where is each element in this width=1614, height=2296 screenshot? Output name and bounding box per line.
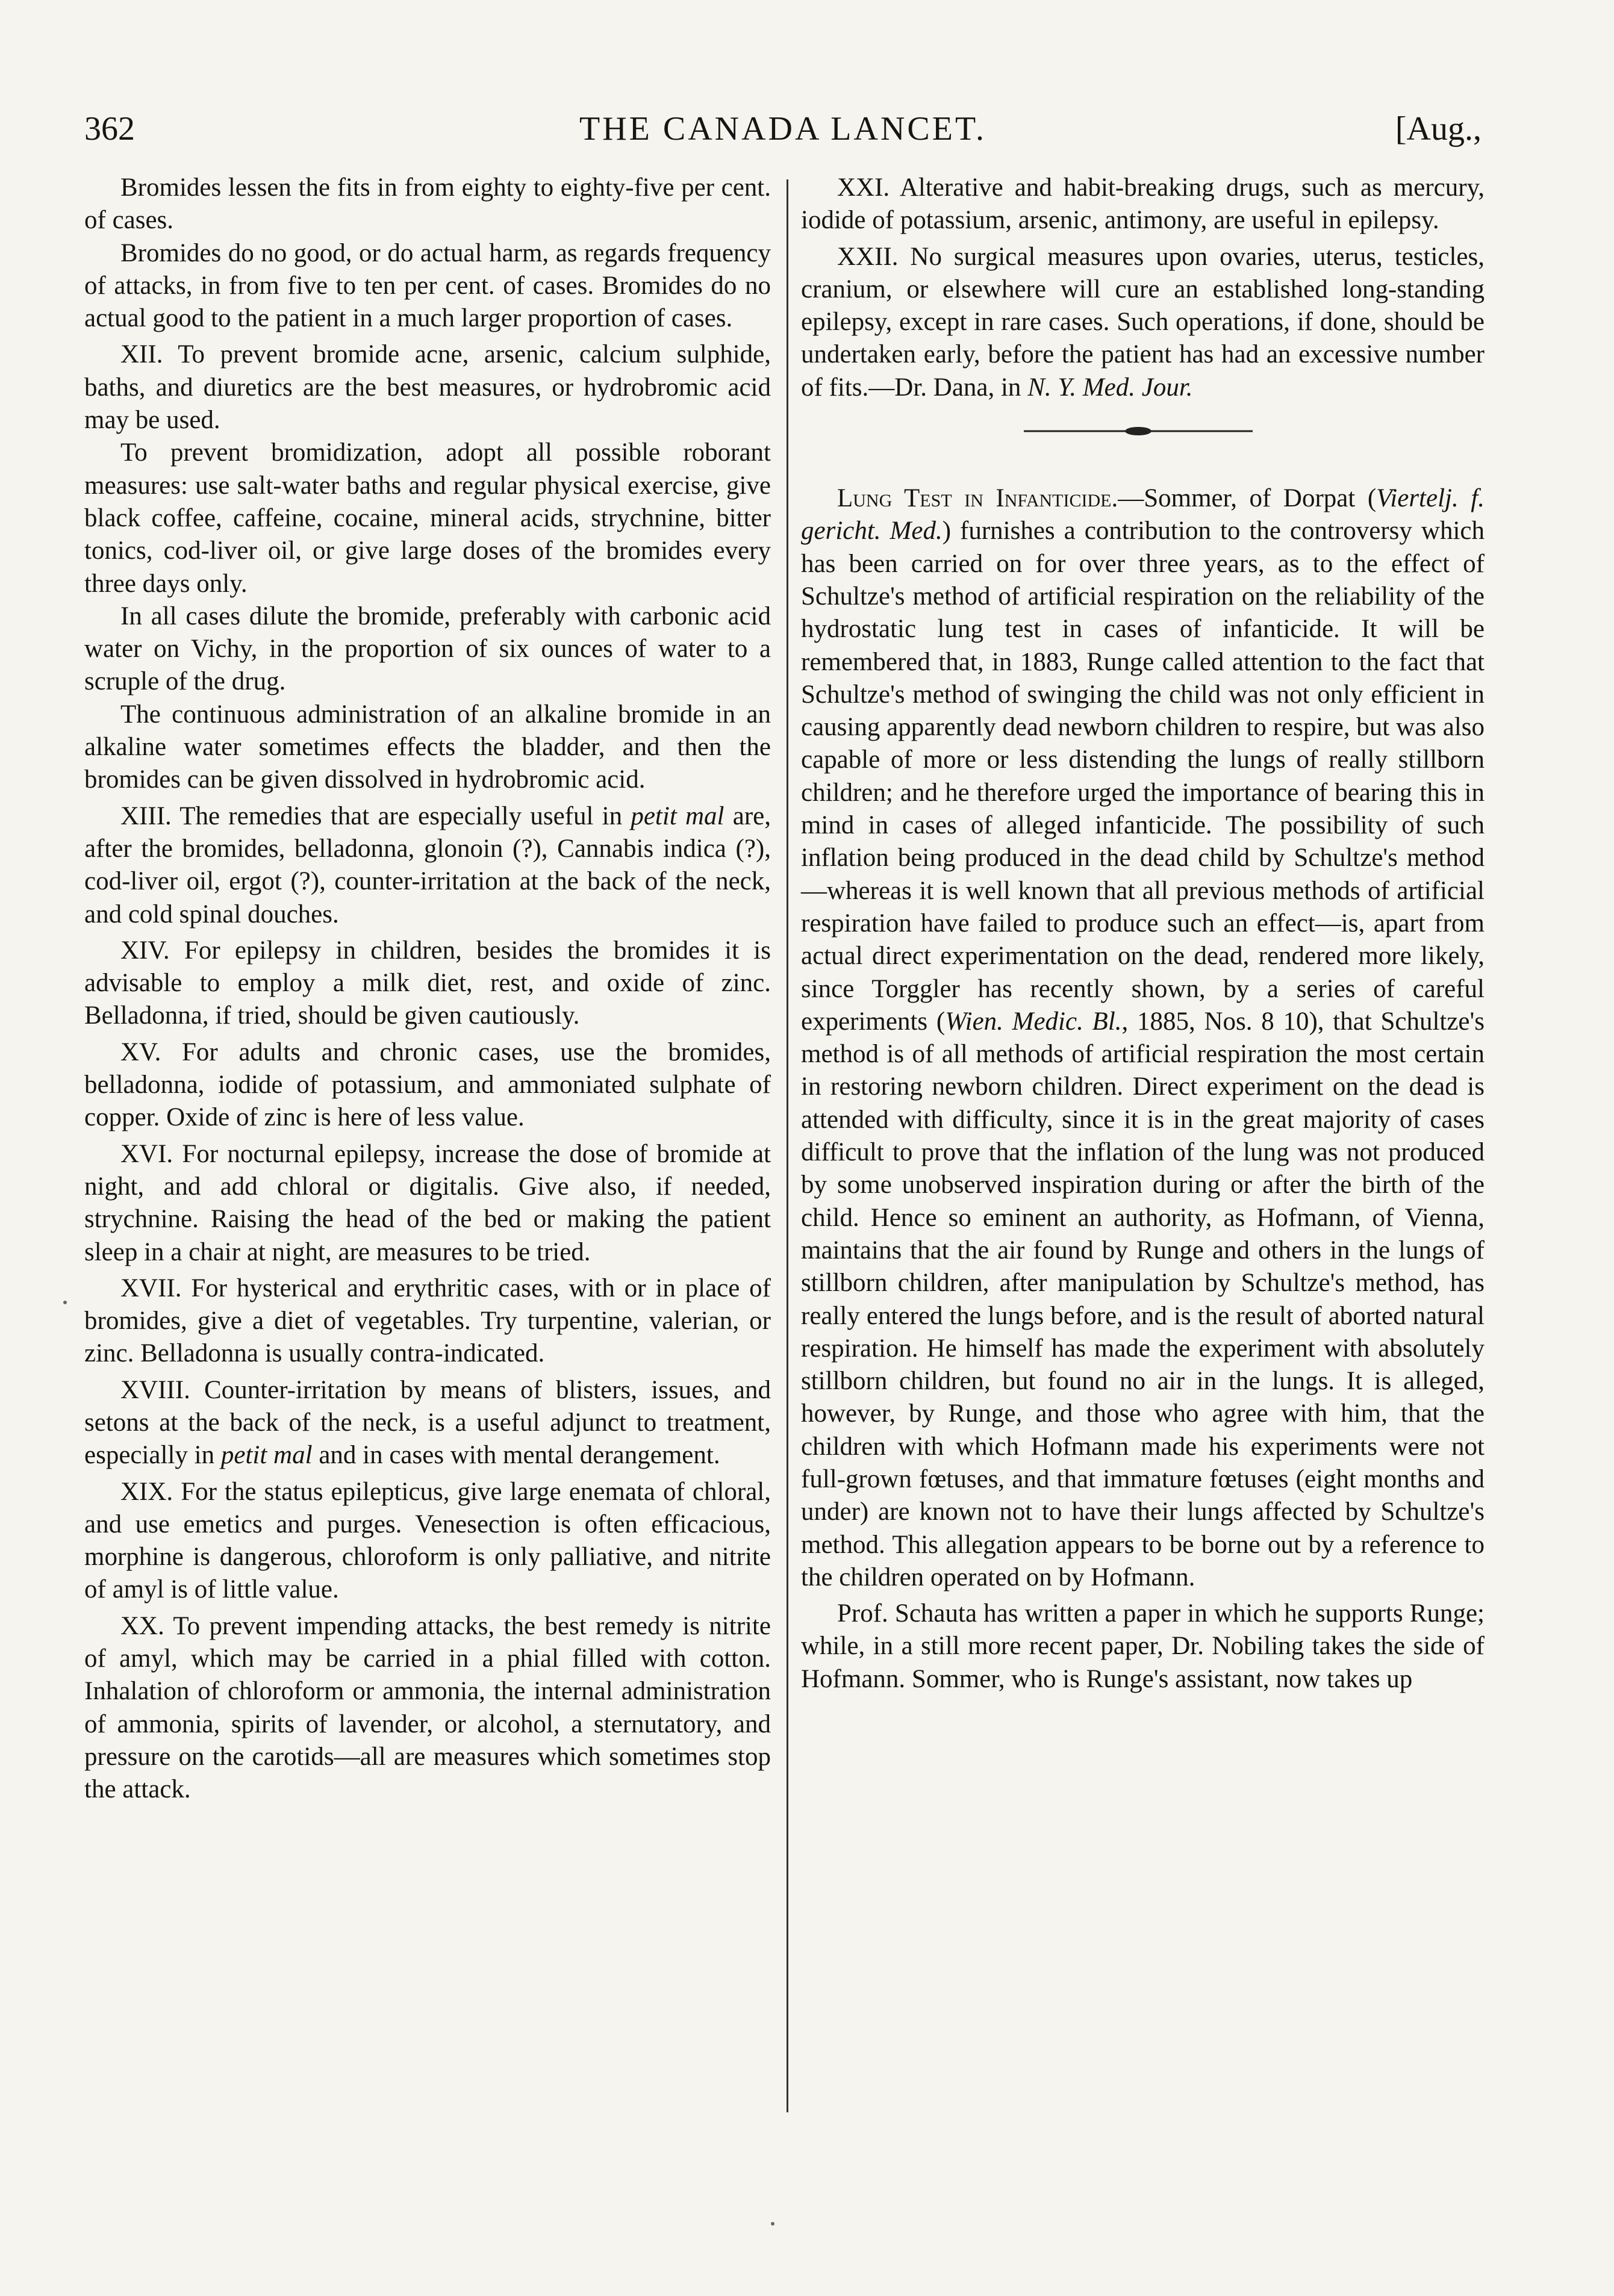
- paragraph: [84, 1374, 771, 1472]
- italic-citation: Viertelj. f. gericht. Med.: [801, 484, 1485, 546]
- paragraph: Bromides do no good, or do actual harm, as regards frequency of attacks, in from five to ten per cent. of cases. Bromides do no actual good to the patient in a much larger proportion of cases.: [84, 238, 771, 333]
- paragraph: XXI. Alterative and habit-breaking drugs, such as mercury, iodide of potassium, arsenic, antimony, are useful in epilepsy.: [801, 173, 1485, 235]
- paper-speck: [771, 2222, 774, 2226]
- left-column: [84, 172, 771, 1806]
- right-column: [801, 172, 1485, 1696]
- text-run: XIII. The remedies that are especially useful in: [120, 801, 631, 830]
- paragraph: XIV. For epilepsy in children, besides the bromides it is advisable to employ a milk diet, rest, and oxide of zinc. Belladonna, if tried, should be given cautiously.: [84, 936, 771, 1030]
- paper-speck: [63, 1301, 67, 1304]
- ornament-rule-icon: [1024, 422, 1253, 440]
- column-rule: [787, 179, 788, 2112]
- paragraph: XX. To prevent impending attacks, the best remedy is nitrite of amyl, which may be carried in a phial filled with cotton. Inhalation of chloroform or ammonia, the internal administration of ammonia, spirits of lavender, or alcohol, a sternutatory, and pressure on the carotids—all are measures which sometimes stop the attack.: [84, 1611, 771, 1804]
- section-heading: Lung Test in Infanticide.: [837, 484, 1118, 513]
- paragraph: Prof. Schauta has written a paper in which he supports Runge; while, in a still more recent paper, Dr. Nobiling takes the side of Hofmann. Sommer, who is Runge's assistant, now takes up: [801, 1599, 1485, 1693]
- paragraph: To prevent bromidization, adopt all possible roborant measures: use salt-water baths and regular physical exercise, give black coffee, caffeine, cocaine, mineral acids, strychnine, bitter tonics, cod-liver oil, or give large doses of the bromides every three days only.: [84, 438, 771, 598]
- text-run: XVIII. Counter-irritation by means of blisters, issues, and setons at the back of the neck, is a useful adjunct to treatment, especially in: [84, 1375, 771, 1470]
- text-run: , 1885, Nos. 8 10), that Schultze's method is of all methods of artificial respiration the most certain in restoring newborn children. Direct experiment on the dead is attended with difficulty, since it is in the great majority of cases difficult to prove that the inflation of the lung was not produced by some unobserved inspiration during or after the birth of the child. Hence so eminent an authority, as Hofmann, of Vienna, maintains that the air found by Runge and others in the lungs of stillborn children, after manipulation by Schultze's method, has really entered the lungs before, and is the result of aborted natural respiration. He himself has made the experiment with absolutely stillborn children, but found no air in the lungs. It is alleged, however, by Runge, and those who agree with him, that the children with which Hofmann made his experiments were not full-grown fœtuses, and that immature fœtuses (eight months and under) are known not to have their lungs affected by Schultze's method. This allegation appears to be borne out by a reference to the children operated on by Hofmann.: [801, 1007, 1485, 1591]
- paragraph: [84, 800, 771, 931]
- text-run: —Sommer, of Dorpat (: [1118, 484, 1377, 513]
- paragraph: The continuous administration of an alkaline bromide in an alkaline water sometimes effects the bladder, and then the bromides can be given dissolved in hydrobromic acid.: [84, 700, 771, 794]
- page-number: 362: [84, 110, 135, 148]
- paragraph: In all cases dilute the bromide, preferably with carbonic acid water on Vichy, in the proportion of six ounces of water to a scruple of the drug.: [84, 602, 771, 696]
- text-run: XXII. No surgical measures upon ovaries, uterus, testicles, cranium, or elsewhere will cure an established long-standing epilepsy, except in rare cases. Such operations, if done, should be undertaken early, before the patient has had an excessive number of fits.—Dr. Dana, in: [801, 242, 1485, 402]
- journal-title: THE CANADA LANCET.: [579, 110, 987, 148]
- running-header: [84, 110, 1482, 164]
- paragraph: XV. For adults and chronic cases, use the bromides, belladonna, iodide of potassium, and ammoniated sulphate of copper. Oxide of zinc is here of less value.: [84, 1038, 771, 1132]
- paragraph: XVI. For nocturnal epilepsy, increase the dose of bromide at night, and add chloral or digitalis. Give also, if needed, strychnine. Raising the head of the bed or making the patient sleep in a chair at night, are measures to be tried.: [84, 1139, 771, 1266]
- paragraph: [801, 482, 1485, 1594]
- paragraph: XIX. For the status epilepticus, give large enemata of chloral, and use emetics and purges. Venesection is often efficacious, morphine is dangerous, chloroform is only palliative, and nitrite of amyl is of little value.: [84, 1477, 771, 1604]
- paragraph: [801, 241, 1485, 404]
- paragraph: XVII. For hysterical and erythritic cases, with or in place of bromides, give a diet of vegetables. Try turpentine, valerian, or zinc. Belladonna is usually contra-indicated.: [84, 1274, 771, 1368]
- paragraph: XII. To prevent bromide acne, arsenic, calcium sulphide, baths, and diuretics are the best measures, or hydrobromic acid may be used.: [84, 340, 771, 435]
- text-run: ) furnishes a contribution to the controversy which has been carried on for over three years, as to the effect of Schultze's method of artificial respiration on the reliability of the hydrostatic lung test in cases of infanticide. It will be remembered that, in 1883, Runge called attention to the fact that Schultze's method of swinging the child was not only efficient in causing apparently dead newborn children to respire, but was also capable of more or less distending the lungs of really stillborn children; and he therefore urged the importance of bearing this in mind in cases of alleged infanticide. The possibility of such inflation being produced in the dead child by Schultze's method—whereas it is well known that all previous methods of artificial respiration have failed to produce such an effect—is, apart from actual direct experimentation on the dead, rendered more likely, since Torggler has recently shown, by a series of careful experiments (: [801, 517, 1485, 1036]
- italic-citation: N. Y. Med. Jour.: [1027, 373, 1193, 402]
- italic-term: petit mal: [220, 1441, 313, 1470]
- italic-term: petit mal: [631, 801, 724, 830]
- text-run: are, after the bromides, belladonna, glonoin (?), Cannabis indica (?), cod-liver oil, ergot (?), counter-irritation at the back of the neck, and cold spinal douches.: [84, 801, 771, 929]
- issue-label: [Aug.,: [1395, 110, 1482, 148]
- text-run: and in cases with mental derangement.: [312, 1441, 720, 1470]
- italic-citation: Wien. Medic. Bl.: [945, 1007, 1122, 1036]
- paragraph: Bromides lessen the fits in from eighty to eighty-five per cent. of cases.: [84, 173, 771, 235]
- section-divider: [801, 404, 1485, 482]
